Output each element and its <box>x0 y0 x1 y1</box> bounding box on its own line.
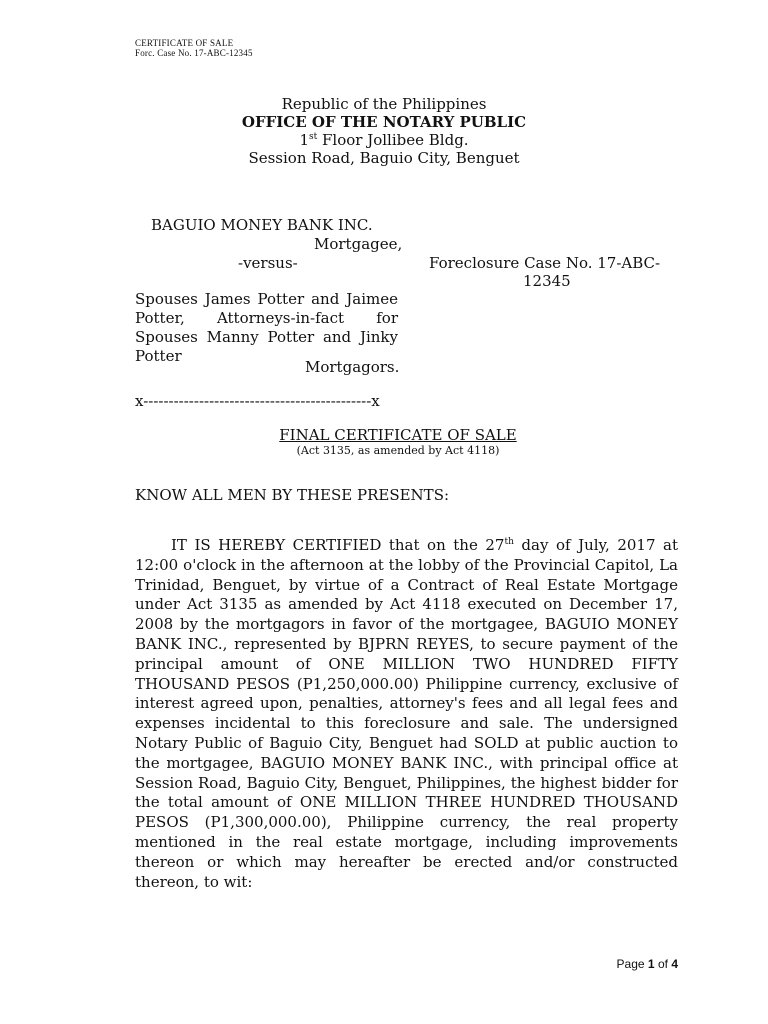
running-header-title: CERTIFICATE OF SALE <box>135 38 234 48</box>
page-of-word: of <box>657 957 668 971</box>
plaintiff-role: Mortgagee, <box>314 235 403 253</box>
case-number-label: Foreclosure Case No. 17-ABC- <box>429 254 661 272</box>
office-title: OFFICE OF THE NOTARY PUBLIC <box>241 113 527 131</box>
body-paragraph <box>135 536 678 892</box>
plaintiff-name: BAGUIO MONEY BANK INC. <box>151 216 373 234</box>
floor-number: 1 <box>299 131 309 149</box>
body-ordinal: th <box>504 537 514 547</box>
page-current: 1 <box>647 957 655 971</box>
versus-label: -versus- <box>238 254 298 272</box>
document-title: FINAL CERTIFICATE OF SALE <box>279 426 517 444</box>
body-text-start: IT IS HEREBY CERTIFIED that on the 27 <box>171 536 505 554</box>
body-text-rest: day of July, 2017 at 12:00 o'clock in the afternoon at the lobby of the Provincial Capitol, La Trinidad, Benguet, by virtue of a Contract of Real Estate Mortgage under Act 3135 as amended by Act 4118 executed on December 17, 2008 by the mortgagors in favor of the mortgagee, BAGUIO MONEY BANK INC., represented by BJPRN REYES, to secure payment of the principal amount of ONE MILLION TWO HUNDRED FIFTY THOUSAND PESOS (P1,250,000.00) Philippine currency, exclusive of interest agreed upon, penalties, attorney's fees and all legal fees and expenses incidental to this foreclosure and sale. The undersigned Notary Public of Baguio City, Benguet had SOLD at public auction to the mortgagee, BAGUIO MONEY BANK INC., with principal office at Session Road, Baguio City, Benguet, Philippines, the highest bidder for the total amount of ONE MILLION THREE HUNDRED THOUSAND PESOS (P1,300,000.00), Philippine currency, the real property mentioned in the real estate mortgage, including improvements thereon or which may hereafter be erected and/or constructed thereon, to wit: <box>135 536 678 891</box>
document-subtitle: (Act 3135, as amended by Act 4118) <box>296 444 500 457</box>
page-number <box>617 957 678 971</box>
office-floor-line <box>0 131 768 150</box>
office-address: Session Road, Baguio City, Benguet <box>248 149 520 167</box>
running-header-case-no: Forc. Case No. 17-ABC-12345 <box>135 48 253 58</box>
page-word: Page <box>616 957 645 971</box>
salutation: KNOW ALL MEN BY THESE PRESENTS: <box>135 486 450 504</box>
page-total: 4 <box>671 957 678 971</box>
caption-separator: x---------------------------------------------x <box>135 392 380 410</box>
defendants-role: Mortgagors. <box>305 358 400 376</box>
defendants-names: Spouses James Potter and Jaimee Potter, Attorneys-in-fact for Spouses Manny Potter and Jinky Potter <box>135 290 398 365</box>
floor-ordinal: st <box>308 132 318 142</box>
floor-building: Floor Jollibee Bldg. <box>317 131 469 149</box>
republic-line: Republic of the Philippines <box>281 95 487 113</box>
case-number-cont: 12345 <box>523 272 571 290</box>
